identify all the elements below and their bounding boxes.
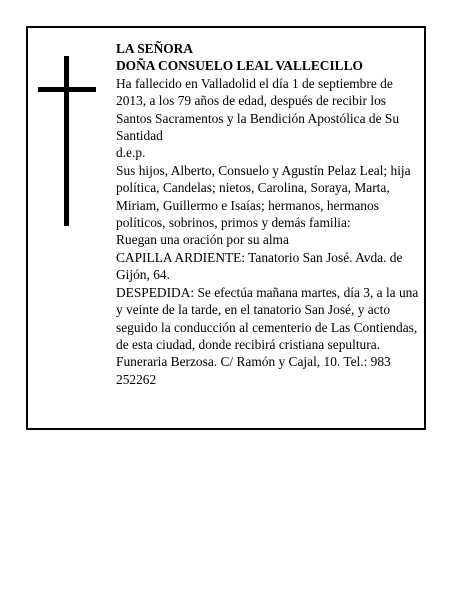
chapel-info: CAPILLA ARDIENTE: Tanatorio San José. Avda. de Gijón, 64. (116, 249, 403, 283)
rest-in-peace: d.e.p. (116, 145, 146, 161)
notice-body (116, 40, 424, 388)
latin-cross-icon (38, 56, 96, 226)
notice-heading: LA SEÑORA (116, 41, 194, 56)
family-list: Sus hijos, Alberto, Consuelo y Agustín Pelaz Leal; hija política, Candelas; nietos, Carolina, Soraya, Marta, Miriam, Guillermo e Isaías; hermanos, hermanos políticos, sobrinos, primos y demás familia: (116, 162, 411, 231)
obituary-notice (26, 26, 426, 430)
cross-vertical-bar (64, 56, 69, 226)
prayer-request: Ruegan una oración por su alma (116, 232, 289, 248)
death-announcement: Ha fallecido en Valladolid el día 1 de septiembre de 2013, a los 79 años de edad, después de recibir los Santos Sacramentos y la Bendición Apostólica de Su Santidad (116, 75, 400, 144)
funeral-home-info: Funeraria Berzosa. C/ Ramón y Cajal, 10. Tel.: 983 252262 (116, 354, 391, 387)
cross-horizontal-bar (38, 87, 96, 92)
farewell-info: DESPEDIDA: Se efectúa mañana martes, día 3, a la una y veinte de la tarde, en el tanatorio San José, y acto seguido la conducción al cementerio de Las Contiendas, de esta ciudad, donde recibirá cristiana sepultura. (116, 284, 419, 352)
deceased-name: DOÑA CONSUELO LEAL VALLECILLO (116, 58, 363, 74)
